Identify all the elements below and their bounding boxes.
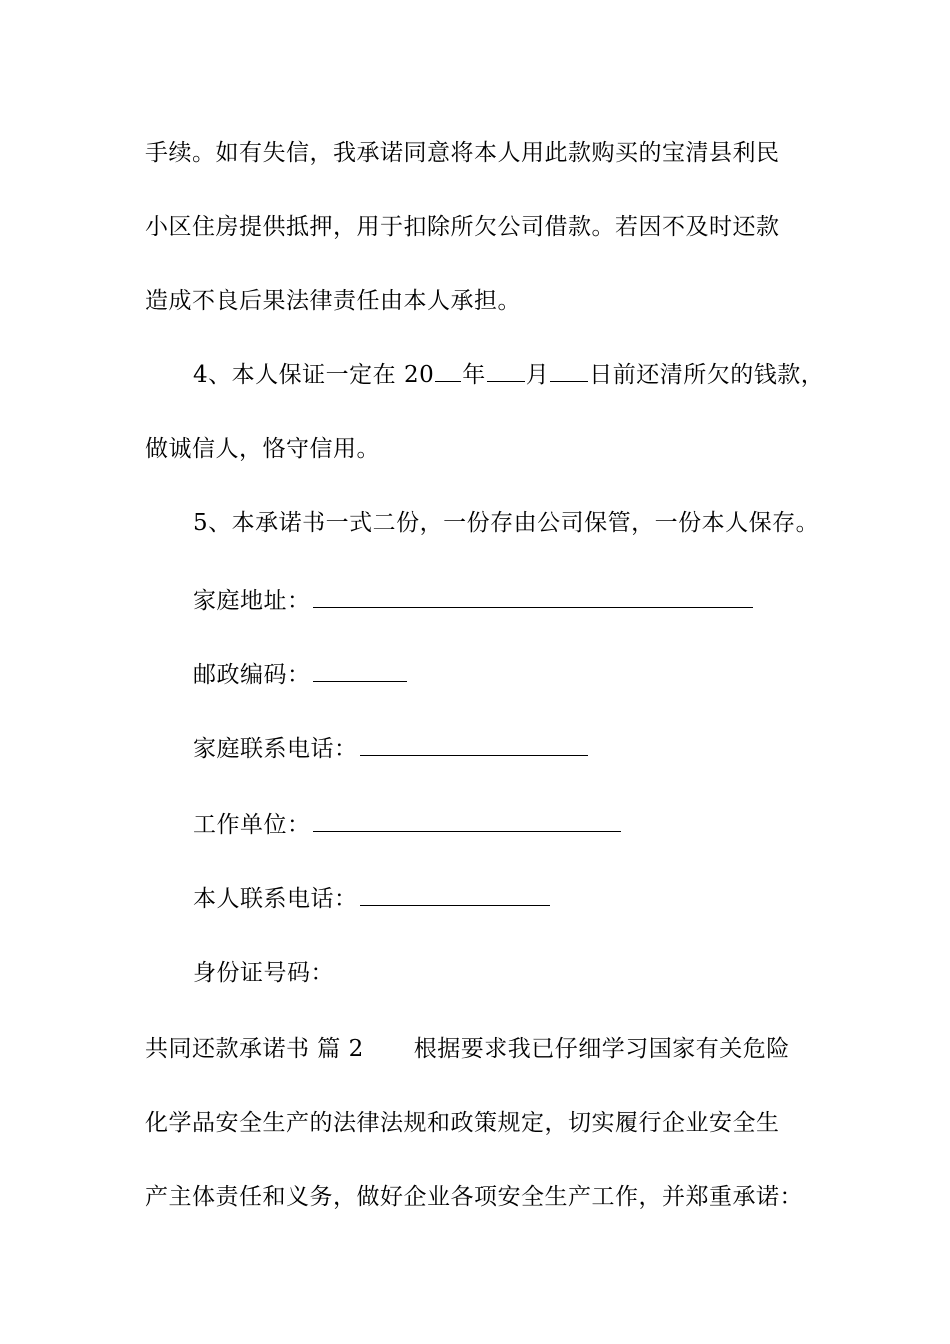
year-blank — [435, 363, 461, 382]
postal-code-label: 邮政编码： — [193, 662, 311, 688]
year-label: 年 — [462, 362, 486, 388]
home-phone-label: 家庭联系电话： — [193, 736, 358, 762]
clause-4-line2: 做诚信人，恪守信用。 — [145, 436, 380, 462]
clause-5: 5、本承诺书一式二份，一份存由公司保管，一份本人保存。 — [193, 510, 820, 536]
home-phone-field — [193, 734, 588, 764]
month-label: 月 — [525, 362, 550, 388]
personal-phone-field — [193, 884, 550, 914]
section-2-heading: 共同还款承诺书 篇 2 — [145, 1036, 364, 1062]
clause-4-prefix: 4、本人保证一定在 20 — [193, 362, 435, 388]
work-unit-label: 工作单位： — [193, 812, 311, 838]
work-unit-underline — [313, 813, 621, 832]
personal-phone-label: 本人联系电话： — [193, 886, 358, 912]
paragraph-line: 手续。如有失信，我承诺同意将本人用此款购买的宝清县利民 — [145, 140, 780, 166]
postal-code-field — [193, 660, 407, 690]
home-address-underline — [313, 589, 753, 608]
id-number-field — [193, 958, 334, 988]
paragraph-line: 造成不良后果法律责任由本人承担。 — [145, 288, 521, 314]
id-number-label: 身份证号码： — [193, 960, 334, 986]
section-2-line2: 化学品安全生产的法律法规和政策规定，切实履行企业安全生 — [145, 1110, 780, 1136]
home-address-label: 家庭地址： — [193, 588, 311, 614]
paragraph-line: 小区住房提供抵押，用于扣除所欠公司借款。若因不及时还款 — [145, 214, 780, 240]
section-2-line3: 产主体责任和义务，做好企业各项安全生产工作，并郑重承诺： — [145, 1184, 803, 1210]
work-unit-field — [193, 810, 621, 840]
day-blank — [550, 363, 588, 382]
clause-4-line1 — [193, 360, 824, 390]
postal-code-underline — [313, 663, 407, 682]
home-phone-underline — [360, 737, 588, 756]
personal-phone-underline — [360, 887, 550, 906]
clause-4-suffix: 日前还清所欠的钱款， — [589, 362, 825, 388]
section-2-text: 根据要求我已仔细学习国家有关危险 — [413, 1036, 790, 1062]
month-blank — [487, 363, 525, 382]
home-address-field — [193, 586, 753, 616]
section-2-line1 — [145, 1034, 790, 1064]
